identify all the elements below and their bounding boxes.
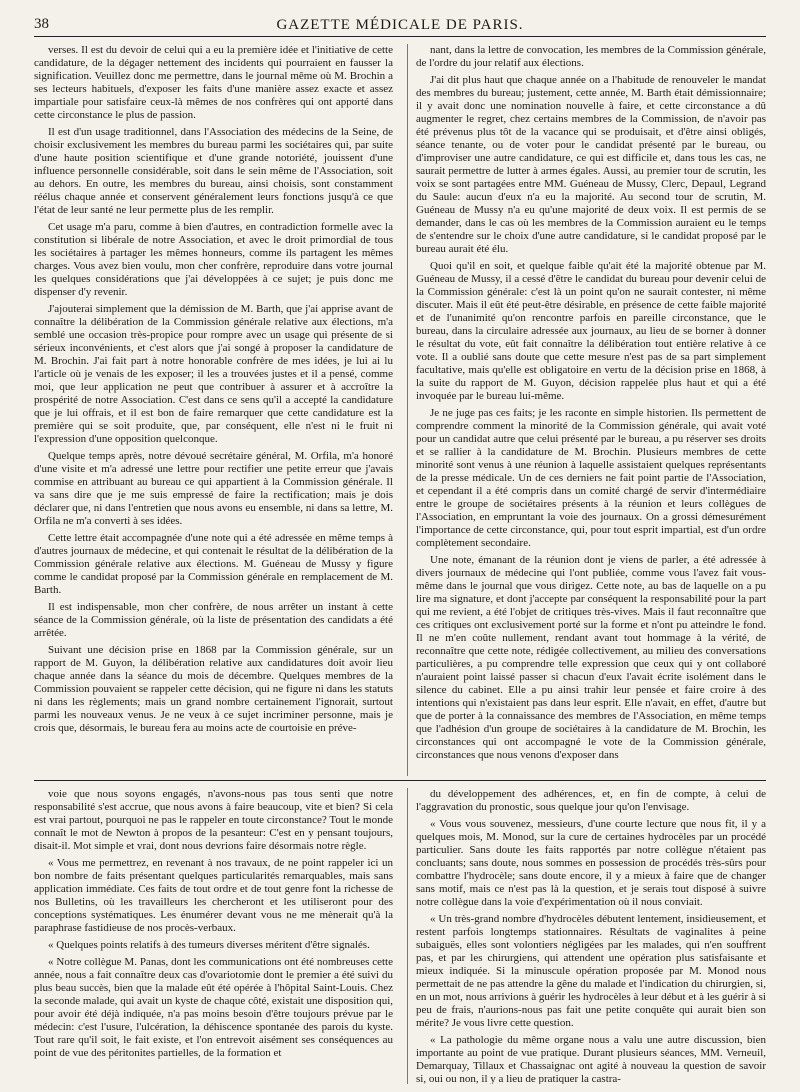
paragraph: Une note, émanant de la réunion dont je viens de parler, a été adressée à divers journaux de médecine qui l'ont publiée, comme vous l'avez fait vous-même dans le journal que vous dirigez. Cette note, au bas de laquelle on a pu lire ma signature, et dont j'accepte par conséquent la responsabilité pour la part qui me revient, a été l'objet de critiques très-vives. Mais il faut reconnaître que ces critiques ont exclusivement porté sur la forme et n'ont pu atteindre le fond. Il ne m'en coûte nullement, rendant avant tout hommage à la vérité, de reconnaître que cette note, rédigée collectivement, au milieu des conversations particulières, a pu comprendre telle expression que ceux qui y ont collaboré n'auraient point laissé passer si chacun d'eux l'avait écrite isolément dans le silence du cabinet. Elle a pu ainsi trahir leur pensée et faire croire à des intentions qui n'existaient pas dans leur esprit. Elle n'avait, en effet, d'autre but que de porter à la connaissance des membres de l'Association, en même temps que l'adhésion d'un groupe de sociétaires à la candidature de M. Brochin, les circonstances qui ont accompagné le vote de la Commission générale, circonstances que nous venons d'exposer dans <box>416 554 766 761</box>
paragraph: « Quelques points relatifs à des tumeurs diverses méritent d'être signalés. <box>48 939 370 951</box>
paragraph: Il est d'un usage traditionnel, dans l'Association des médecins de la Seine, de choisir exclusivement les membres du bureau parmi les sociétaires qui, par suite d'une haute position scientifique et d'une grande notoriété, jouissent d'une influence personnelle considérable, soit dans le sein même de l'Association, soit au dehors. En outre, les membres du bureau, ainsi choisis, sont constamment réélus chaque année et conservent généralement leurs fonctions jusqu'à ce que l'état de leur santé ne leur permette plus de les remplir. <box>34 126 393 216</box>
paragraph: verses. Il est du devoir de celui qui a eu la première idée et l'initiative de cette candidature, de la dégager nettement des incidents qui pourraient en fausser la signification. Veuillez donc me permettre, dans le journal même où M. Brochin a ses lecteurs habituels, d'exposer les faits d'une manière assez exacte et assez impartiale pour satisfaire ceux-là mêmes de nos confrères qui ont apporté dans cette circonstance le plus de passion. <box>34 44 393 121</box>
paragraph: « Notre collègue M. Panas, dont les communications ont été nombreuses cette année, nous a fait connaître deux cas d'ovariotomie dont le premier a été suivi du plus beau succès, bien que la malade eût été opérée à l'hôpital Saint-Louis. Chez la seconde malade, qui avait un kyste de chaque côté, existait une disposition qui, pour avoir été déjà indiquée, n'a pas moins besoin d'être toujours prévue par le médecin: c'est l'usure, l'ulcération, la déhiscence spontanée des parois du kyste. Tout rare qu'il soit, le fait existe, et l'on entrevoit aisément ses conséquences au point de vue des péritonites partielles, de la formation et <box>34 956 393 1059</box>
paragraph: Je ne juge pas ces faits; je les raconte en simple historien. Ils permettent de comprendre comment la minorité de la Commission générale, qui avait voté pour un candidat autre que celui présenté par le bureau, a pu réserver ses droits et se rallier à la candidature de M. Brochin. Plusieurs membres de cette minorité sont venus à une réunion à laquelle assistaient quelques représentants de la presse médicale. Un de ces derniers ne fait point partie de l'Association, et cependant il a été compris dans un comité chargé de servir d'intermédiaire entre le groupe de sociétaires présents à la réunion et leurs collègues de l'Association, en empruntant la voie des journaux. On a grossi démesurément l'importance de cette circonstance, qui, pour tout esprit impartial, est d'un ordre complètement secondaire. <box>416 407 766 549</box>
paragraph: « Un très-grand nombre d'hydrocèles débutent lentement, insidieusement, et restent parfois longtemps stationnaires. Résultats de vaginalites à peine subaiguës, elles sont volontiers négligées par les malades, qui n'en souffrent pas, et par les chirurgiens, qui attendent une opération plus satisfaisante et mieux indiquée. Si la minuscule opération proposée par M. Monod nous permettait de ne pas attendre la gêne du malade et l'indication du chirurgien, si, en un mot, nous arrivions à guérir les hydrocèles à leur début et à les guérir à si peu de frais, n'aurions-nous pas fait une petite conquête qui aurait bien son mérite? Je vous livre cette question. <box>416 913 766 1029</box>
paragraph: Cet usage m'a paru, comme à bien d'autres, en contradiction formelle avec la constitution si libérale de notre Association, et avec le droit primordial de tous les sociétaires à partager les mêmes honneurs, comme ils partagent les mêmes charges. Vous avez bien voulu, mon cher confrère, reproduire dans votre journal les quelques considérations que j'ai développées à ce sujet; je puis donc me dispenser d'y revenir. <box>34 221 393 298</box>
publication-title: GAZETTE MÉDICALE DE PARIS. <box>276 16 524 33</box>
paragraph: « La pathologie du même organe nous a valu une autre discussion, bien importante au point de vue pratique. Durant plusieurs séances, MM. Verneuil, Demarquay, Tillaux et Chassaignac ont agité à nouveau la question de savoir si, oui ou non, il y a lieu de pratiquer la castra- <box>416 1034 766 1084</box>
page-number: 38 <box>34 16 49 32</box>
paragraph: nant, dans la lettre de convocation, les membres de la Commission générale, de l'ordre du jour relatif aux élections. <box>416 44 766 69</box>
paragraph: J'ai dit plus haut que chaque année on a l'habitude de renouveler le mandat des membres du bureau; justement, cette année, M. Barth était démissionnaire; il y avait donc une nomination nouvelle à faire, et cette circonstance a dû augmenter le regret, chez certains membres de la Commission, de n'avoir pas été prévenus plus tôt de la vacance qui se produisait, et d'être ainsi obligés, séance tenante, ou de voter pour le candidat présenté par le bureau, ou d'improviser une autre candidature, ce qui est difficile et, dans tous les cas, ne saurait permettre de lutter à armes égales. Aussi, au premier tour de scrutin, les voix se sont partagées entre MM. Guéneau de Mussy, Clerc, Depaul, Legrand du Saule: aucun d'eux n'a eu la majorité. Au second tour de scrutin, M. Guéneau de Mussy n'a eu qu'une majorité de deux voix. Il est permis de se demander, dans le cas où les membres de la Commission auraient eu le temps de s'entendre sur le choix d'une autre candidature, si le candidat proposé par le bureau aurait été élu. <box>416 74 766 255</box>
bottom-left-column <box>34 788 393 1084</box>
paragraph: « Vous me permettrez, en revenant à nos travaux, de ne point rappeler ici un bon nombre de faits présentant quelques particularités remarquables, mais sans application immédiate. Ces faits de tout ordre et de tout genre font la richesse de nos Bulletins, où les travailleurs les chercheront et les utiliseront pour des conceptions systématiques. Les énumérer devant vous ne me mènerait qu'à la paraphrase fastidieuse de nos procès-verbaux. <box>34 857 393 934</box>
paragraph: Suivant une décision prise en 1868 par la Commission générale, sur un rapport de M. Guyon, la délibération relative aux candidatures doit avoir lieu chaque année dans la séance du mois de décembre. Quelques membres de la Commission pouvaient se rappeler cette décision, qui ne figure ni dans les statuts ni dans les règlements; mais un grand nombre certainement l'ignorait, surtout parmi les nouveaux venus. Je ne veux à ce sujet incriminer personne, mais je crois que, désormais, le bureau fera au moins acte de courtoisie en préve- <box>34 644 393 734</box>
paragraph: voie que nous soyons engagés, n'avons-nous pas tous senti que notre responsabilité s'est accrue, que nous avons à faire beaucoup, vite et bien? Si cela est vrai partout, pourquoi ne pas le rappeler en toute circonstance? Tout le monde connaît le mot de Newton à propos de la pesanteur: C'est en y pensant toujours, disait-il. Mot simple et vrai, dont nous devrions faire désormais notre règle. <box>34 788 393 852</box>
bottom-right-column <box>407 788 766 1084</box>
paragraph: J'ajouterai simplement que la démission de M. Barth, que j'ai apprise avant de connaître la délibération de la Commission générale relative aux élections, m'a semblé une occasion très-propice pour rompre avec un usage qui présente de si sérieux inconvénients, et c'est alors que j'ai songé à proposer la candidature de M. Brochin. J'ai fait part à notre honorable confrère de mes idées, je lui ai lu l'article où je venais de les exposer; il les a trouvées justes et il a pensé, comme moi, que leur application ne peut que contribuer à assurer et à accroître la prospérité de notre Association. C'est dans ce sens qu'il a accepté la candidature que je lui offrais, et il est bon de faire remarquer que cette candidature est la première qui se soit produite, que, par conséquent, elle n'est ni le fruit ni l'expression d'une opposition quelconque. <box>34 303 393 445</box>
top-article <box>34 44 766 776</box>
paragraph: « Vous vous souvenez, messieurs, d'une courte lecture que nous fit, il y a quelques mois, M. Monod, sur la cure de certaines hydrocèles par un procédé particulier. Sans doute les faits rapportés par notre collègue n'étaient pas concluants; sans doute, nous sommes en possession de procédés très-sûrs pour combattre l'hydrocèle; sans doute encore, il y a mieux à faire que de changer sans motif, mais ce n'est pas là la question, et je serais tout disposé à suivre notre collègue dans la voie d'expérimentation où il nous conviait. <box>416 818 766 908</box>
bottom-article <box>34 788 766 1084</box>
paragraph: Quoi qu'il en soit, et quelque faible qu'ait été la majorité obtenue par M. Guéneau de Mussy, il a cessé d'être le candidat du bureau pour devenir celui de la Commission générale: c'est là un point qu'on ne saurait contester, ni même discuter. Mais il eût été peut-être désirable, en présence de cette faible majorité et de l'unanimité qu'on rencontre parfois en pareille circonstance, que le bureau, dans la circulaire adressée aux journaux, au lieu de se borner à donner le résultat du vote, eût fait connaître la délibération tout entière relative à ce vote. Il a oublié sans doute que cette mesure n'est pas de sa part simplement facultative, mais qu'elle est obligatoire en vertu de la décision prise en 1868, à la suite du rapport de M. Guyon, décision rappelée plus haut et qui a été invoquée par le bureau lui-même. <box>416 260 766 402</box>
paragraph: Il est indispensable, mon cher confrère, de nous arrêter un instant à cette séance de la Commission générale, où la liste de présentation des candidats a été arrêtée. <box>34 601 393 639</box>
top-left-column <box>34 44 393 776</box>
top-right-column <box>407 44 766 776</box>
paragraph: du développement des adhérences, et, en fin de compte, à celui de l'aggravation du pronostic, sous quelque jour qu'on l'envisage. <box>416 788 766 813</box>
section-divider <box>34 780 766 781</box>
paragraph: Quelque temps après, notre dévoué secrétaire général, M. Orfila, m'a honoré d'une visite et m'a adressé une lettre pour rectifier une petite erreur que j'avais commise en attribuant au bureau ce qui appartient à la Commission générale. Il va sans dire que je me suis empressé de faire la rectification; mais je dois déclarer que, ni dans l'entretien que nous avons eu ensemble, ni dans sa lettre, M. Orfila ne m'a converti à ses idées. <box>34 450 393 527</box>
paragraph: Cette lettre était accompagnée d'une note qui a été adressée en même temps à d'autres journaux de médecine, et qui contenait le résultat de la délibération de la Commission générale relative aux élections. M. Guéneau de Mussy y figure comme le candidat proposé par la Commission générale en remplacement de M. Barth. <box>34 532 393 596</box>
page-header <box>34 14 766 37</box>
